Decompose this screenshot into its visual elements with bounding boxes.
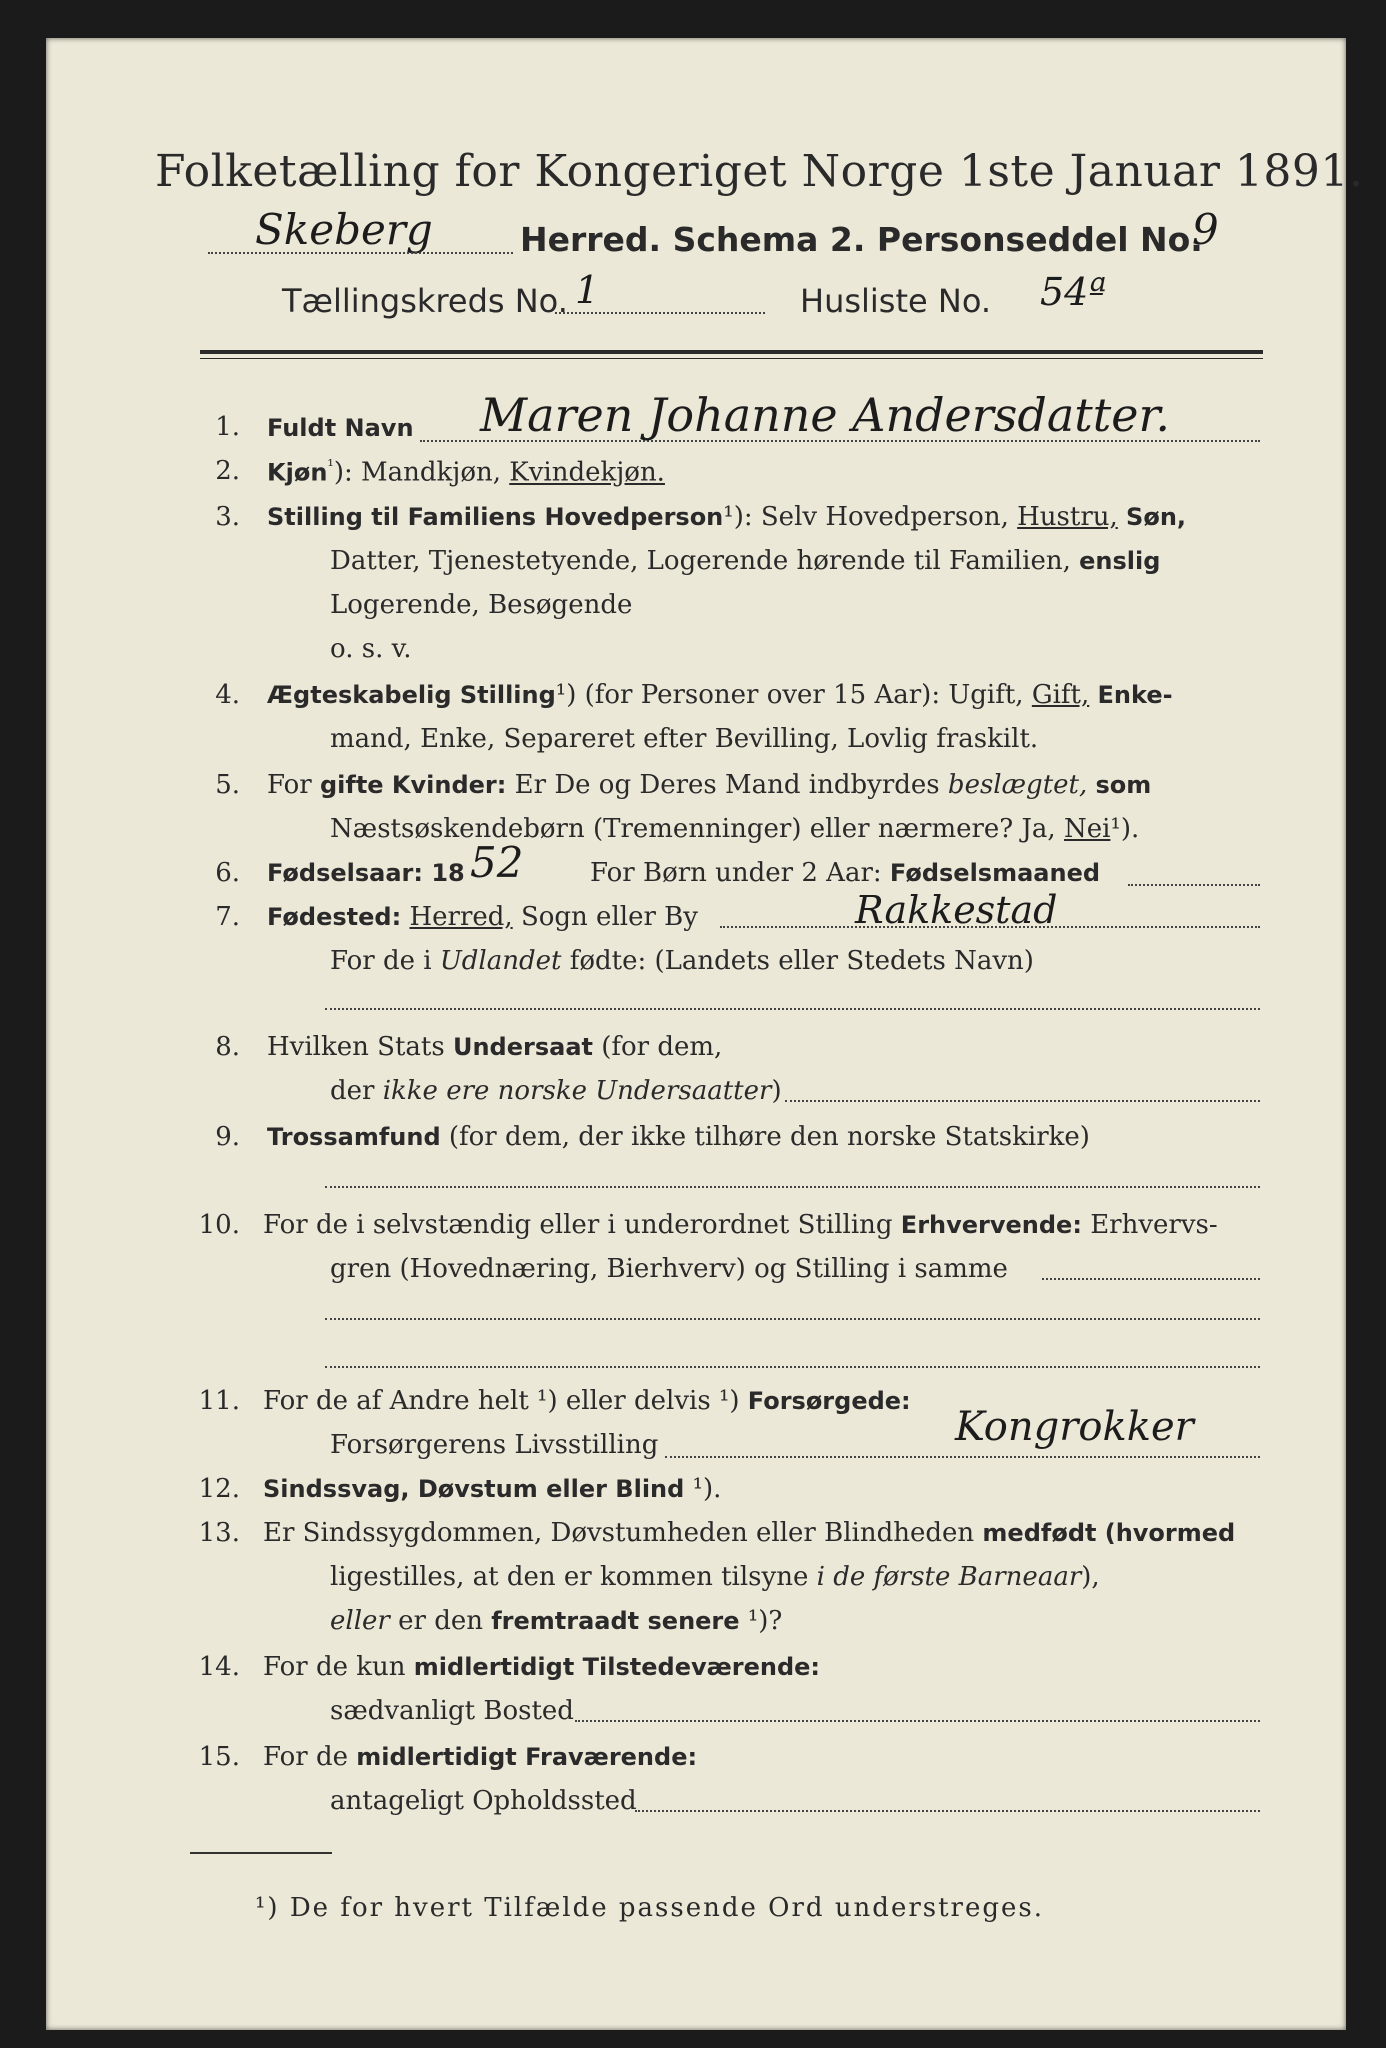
q5-end: ¹).: [1110, 814, 1140, 844]
item-number: 14.: [198, 1652, 240, 1682]
q3-b: Søn,: [1126, 503, 1187, 531]
q6-b: For Børn under 2 Aar:: [590, 858, 882, 888]
q7-choice: Herred,: [409, 902, 513, 932]
q13-line2-b: ),: [1081, 1562, 1100, 1592]
kreds-number: 1: [575, 268, 600, 312]
q13-line3-end: ¹)?: [747, 1606, 783, 1636]
item-number: 5.: [215, 770, 240, 800]
q11-provider-value: Kongrokker: [955, 1404, 1194, 1450]
q2-line: [267, 456, 665, 488]
q13-a: Er Sindssygdommen, Døvstumheden eller Blindheden: [263, 1518, 975, 1548]
q15-bold: midlertidigt Fraværende:: [356, 1743, 698, 1771]
q3-label: Stilling til Familiens Hovedperson: [267, 503, 724, 531]
q9-line: [267, 1122, 1090, 1152]
q15-a: For de: [263, 1742, 348, 1772]
q13-line3-italic: eller: [330, 1606, 390, 1636]
q3-line2: [330, 546, 1160, 576]
q6-label: Fødselsaar: 18: [267, 859, 465, 887]
item-number: 9.: [215, 1122, 240, 1152]
kreds-dotted-line: [555, 312, 765, 314]
item-number: 10.: [198, 1210, 240, 1240]
herred-dotted-line: [208, 252, 513, 254]
q8-b: (for dem,: [601, 1032, 723, 1062]
q15-dotted-line: [635, 1810, 1260, 1812]
q7-dotted-line-2: [325, 1008, 1260, 1010]
item-number: 6.: [215, 858, 240, 888]
q4-line2: mand, Enke, Separeret efter Bevilling, Lovlig fraskilt.: [330, 724, 1039, 754]
item-number: 1.: [215, 412, 240, 442]
q3-line2-text: Datter, Tjenestetyende, Logerende hørende til Familien,: [330, 546, 1071, 576]
q15-line1: [263, 1742, 697, 1772]
husliste-label: Husliste No.: [800, 282, 991, 320]
q5-line2: [330, 814, 1139, 844]
q7-line2: [330, 946, 1034, 976]
q8-bold: Undersaat: [452, 1033, 593, 1061]
q12-line: [263, 1474, 721, 1504]
q7-label: Fødested:: [267, 903, 402, 931]
q13-bold: medfødt: [982, 1519, 1097, 1547]
q5-c: som: [1095, 771, 1152, 799]
q6-bold: Fødselsmaaned: [889, 859, 1101, 887]
q3-a: ¹): Selv Hovedperson,: [723, 502, 1009, 532]
q5-a: For: [267, 770, 312, 800]
q10-dotted-line-3: [325, 1366, 1260, 1368]
item-number: 13.: [198, 1518, 240, 1548]
q7-line2-italic: Udlandet: [439, 946, 562, 976]
q3-line2-bold: enslig: [1079, 547, 1161, 575]
q8-dotted-line: [785, 1100, 1260, 1102]
q11-dotted-line: [665, 1456, 1260, 1458]
footnote-rule: [190, 1852, 332, 1854]
item-number: 11.: [198, 1386, 240, 1416]
q5-line1: [267, 770, 1151, 800]
q12-end: ¹).: [692, 1474, 722, 1504]
q6-line-b: [590, 858, 1100, 888]
schema-line: Herred. Schema 2. Personseddel No.: [520, 220, 1203, 259]
q13-line2-italic: i de første Barneaar: [816, 1562, 1082, 1592]
q3-line4: o. s. v.: [330, 634, 412, 664]
q10-line1: [263, 1210, 1218, 1240]
q7-b: Sogn eller By: [520, 902, 698, 932]
item-number: 12.: [198, 1474, 240, 1504]
q4-a: ¹) (for Personer over 15 Aar): Ugift,: [555, 680, 1024, 710]
q6-year-value: 52: [470, 838, 524, 887]
q7-birthplace-value: Rakkestad: [855, 888, 1058, 932]
q1-name-value: Maren Johanne Andersdatter.: [480, 388, 1170, 442]
item-number: 2.: [215, 456, 240, 486]
q2-sup: ¹: [327, 456, 334, 475]
q6-line: [267, 858, 465, 888]
q14-bold: midlertidigt Tilstedeværende:: [413, 1653, 821, 1681]
q2-text: ): Mandkjøn,: [333, 457, 501, 488]
q10-bold: Erhvervende:: [900, 1211, 1082, 1239]
q11-a: For de af Andre helt ¹) eller delvis ¹): [263, 1386, 740, 1416]
q4-choice: Gift,: [1031, 680, 1090, 710]
q13-line3-bold: fremtraadt senere: [491, 1607, 740, 1635]
q5-bold: gifte Kvinder:: [319, 771, 507, 799]
q10-dotted-line-2: [325, 1318, 1260, 1320]
q5-b: Er De og Deres Mand indbyrdes: [514, 770, 940, 800]
q8-a: Hvilken Stats: [267, 1032, 445, 1062]
q13-line1: [263, 1518, 1235, 1548]
q9-bold: Trossamfund: [267, 1123, 441, 1151]
q1-label: Fuldt Navn: [267, 414, 414, 442]
q14-line1: [263, 1652, 820, 1682]
q2-choice: Kvindekjøn.: [509, 457, 665, 488]
item-number: 3.: [215, 502, 240, 532]
item-number: 4.: [215, 680, 240, 710]
q11-bold: Forsørgede:: [747, 1387, 911, 1415]
q8-line2: [330, 1076, 782, 1106]
item-number: 15.: [198, 1742, 240, 1772]
q13-line3: [330, 1606, 782, 1636]
q3-line3: Logerende, Besøgende: [330, 590, 633, 620]
q4-label: Ægteskabelig Stilling: [267, 681, 556, 709]
q10-dotted-line: [1042, 1278, 1260, 1280]
q6-dotted-line: [1128, 884, 1260, 886]
q5-choice: Nei: [1063, 814, 1111, 844]
q11-line2: Forsørgerens Livsstilling: [330, 1430, 659, 1460]
q12-bold: Sindssvag, Døvstum eller Blind: [263, 1475, 685, 1503]
q13-line2: [330, 1562, 1100, 1592]
header-rule-thick: [200, 350, 1263, 354]
q13-b: (hvormed: [1104, 1519, 1236, 1547]
q7-line2-a: For de i: [330, 946, 432, 976]
q10-b: Erhvervs-: [1090, 1210, 1218, 1240]
q15-line2: antageligt Opholdssted: [330, 1786, 637, 1816]
q14-line2: sædvanligt Bosted: [330, 1696, 574, 1726]
item-number: 7.: [215, 902, 240, 932]
herred-value: Skeberg: [255, 205, 433, 254]
q10-line2: gren (Hovednæring, Bierhverv) og Stilling i samme: [330, 1254, 1008, 1284]
footnote: ¹) De for hvert Tilfælde passende Ord understreges.: [255, 1893, 1045, 1923]
q13-line3-a: er den: [398, 1606, 483, 1636]
q4-line1: [267, 680, 1173, 710]
q5-line2-text: Næstsøskendebørn (Tremenninger) eller nærmere? Ja,: [330, 814, 1056, 844]
q8-line2-b: ): [771, 1076, 782, 1106]
q7-line1: [267, 902, 698, 932]
item-number: 8.: [215, 1032, 240, 1062]
q10-a: For de i selvstændig eller i underordnet Stilling: [263, 1210, 893, 1240]
q14-dotted-line: [575, 1720, 1260, 1722]
q14-a: For de kun: [263, 1652, 406, 1682]
q7-line2-b: fødte: (Landets eller Stedets Navn): [569, 946, 1034, 976]
q2-label: Kjøn: [267, 458, 328, 487]
header-rule-thin: [200, 358, 1263, 359]
form-title: Folketælling for Kongeriget Norge 1ste Januar 1891.: [155, 146, 1364, 197]
q13-line2-a: ligestilles, at den er kommen tilsyne: [330, 1562, 809, 1592]
personseddel-number: 9: [1192, 205, 1219, 254]
q5-italic: beslægtet,: [947, 770, 1088, 800]
kreds-label: Tællingskreds No.: [282, 282, 568, 320]
q11-line1: [263, 1386, 911, 1416]
q3-choice: Hustru,: [1017, 502, 1118, 532]
q4-b: Enke-: [1097, 681, 1173, 709]
q3-line1: [267, 502, 1186, 532]
q9-text: (for dem, der ikke tilhøre den norske Statskirke): [448, 1122, 1090, 1152]
q8-line1: [267, 1032, 722, 1062]
husliste-number: 54ª: [1040, 270, 1107, 314]
q8-line2-italic: ikke ere norske Undersaatter: [382, 1076, 772, 1106]
q9-dotted-line: [325, 1186, 1260, 1188]
q8-line2-a: der: [330, 1076, 375, 1106]
